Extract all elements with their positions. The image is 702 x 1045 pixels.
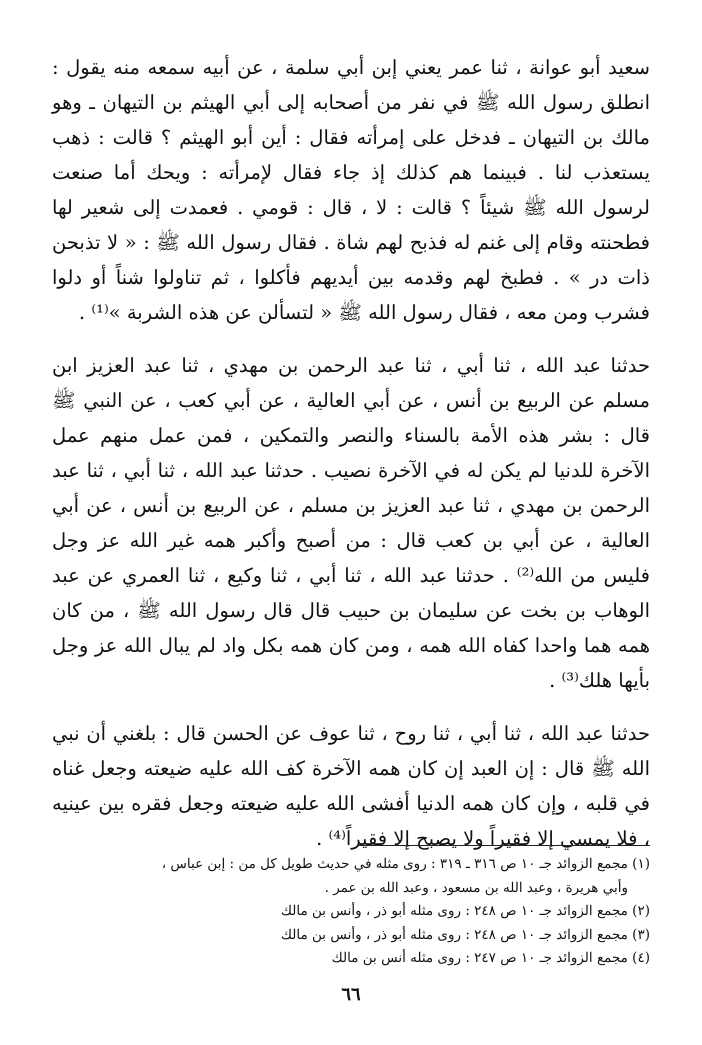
paragraph-2: حدثنا عبد الله ، ثنا أبي ، ثنا عبد الرحمن بن مهدي ، ثنا عبد العزيز ابن مسلم عن الربيع بن أنس ، عن أبي العالية ، عن أبي كعب ، عن النبي ﷺ قال : بشر هذه الأمة بالسناء والنصر والتمكين ، فمن عمل منهم عمل الآخرة للدنيا لم يكن له في الآخرة نصيب . حدثنا عبد الله ، ثنا أبي ، ثنا عبد الرحمن بن مهدي ، ثنا عبد العزيز بن مسلم ، عن الربيع بن أنس ، عن أبي العالية ، عن أبي بن كعب قال : من أصبح وأكبر همه غير الله عز وجل فليس من الله⁽²⁾ . حدثنا عبد الله ، ثنا أبي ، ثنا وكيع ، ثنا العمري عن عبد الوهاب بن بخت عن سليمان بن حبيب قال قال رسول الله ﷺ ، من كان همه هما واحدا كفاه الله همه ، ومن كان همه بكل واد لم يبال الله عز وجل بأيها هلك⁽³⁾ . <box>52 354 650 692</box>
paragraph-3: حدثنا عبد الله ، ثنا أبي ، ثنا روح ، ثنا عوف عن الحسن قال : بلغني أن نبي الله ﷺ قال : إن العبد إن كان همه الآخرة كف الله عليه ضيعته وجعل غناه في قلبه ، وإن كان همه الدنيا أفشى الله عليه ضيعته وجعل فقره بين عينيه ، فلا يمسي إلا فقيراً ولا يصبح إلا فقيراً⁽⁴⁾ . <box>52 722 650 850</box>
footnote-separator <box>358 845 650 846</box>
page-number: ٦٦ <box>341 984 361 1005</box>
footnote-3: (٣) مجمع الزوائد جـ ١٠ ص ٢٤٨ : روى مثله أبو ذر ، وأنس بن مالك <box>280 926 650 943</box>
main-text <box>52 50 650 856</box>
paragraph-1: سعيد أبو عوانة ، ثنا عمر يعني إبن أبي سلمة ، عن أبيه سمعه منه يقول : انطلق رسول الله ﷺ في نفر من أصحابه إلى أبي الهيثم بن التيهان ـ وهو مالك بن التيهان ـ فدخل على إمرأته فقال : أين أبو الهيثم ؟ قالت : ذهب يستعذب لنا . فبينما هم كذلك إذ جاء فقال لإمرأته : ويحك أما صنعت لرسول الله ﷺ شيئاً ؟ قالت : لا ، قال : قومي . فعمدت إلى شعير لها فطحنته وقام إلى غنم له فذبح لهم شاة . فقال رسول الله ﷺ : « لا تذبحن ذات در » . فطبخ لهم وقدمه بين أيديهم فأكلوا ، ثم تناولوا شناً أو دلوا فشرب ومن معه ، فقال رسول الله ﷺ « لتسألن عن هذه الشربة »⁽¹⁾ . <box>52 56 650 324</box>
footnote-1-continuation: وأبي هريرة ، وعبد الله بن مسعود ، وعبد الله بن عمر . <box>324 879 628 896</box>
footnotes <box>52 853 650 971</box>
footnote-1: (١) مجمع الزوائد جـ ١٠ ص ٣١٦ ـ ٣١٩ : روى مثله في حديث طويل كل من : إبن عباس ، <box>161 856 650 872</box>
footnote-2: (٢) مجمع الزوائد جـ ١٠ ص ٢٤٨ : روى مثله أبو ذر ، وأنس بن مالك <box>280 903 650 919</box>
footnote-4: (٤) مجمع الزوائد جـ ١٠ ص ٢٤٧ : روى مثله أنس بن مالك <box>331 950 650 966</box>
